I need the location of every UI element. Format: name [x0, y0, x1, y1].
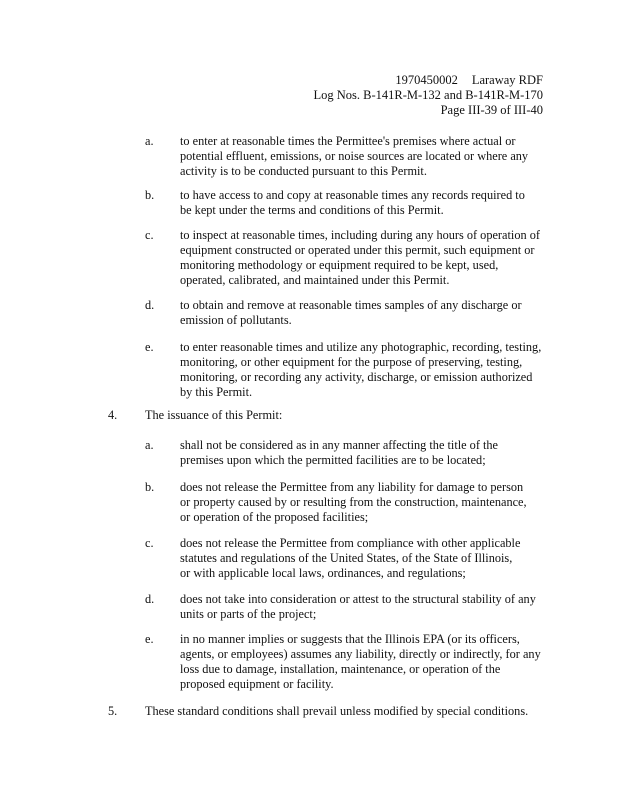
section-text: These standard conditions shall prevail unless modified by special conditions.: [145, 704, 529, 718]
item-text: to obtain and remove at reasonable times samples of any discharge or emission of pollutants.: [180, 298, 522, 327]
item-label: e.: [145, 340, 154, 354]
item-text: to enter at reasonable times the Permittee's premises where actual or potential effluent, emissions, or noise sources are located or where any activity is to be conducted pursuant to this Permit.: [180, 134, 529, 178]
item-label: a.: [145, 438, 154, 452]
item-label: b.: [145, 480, 155, 494]
item-label: c.: [145, 228, 154, 242]
section-number: 5.: [108, 704, 118, 718]
log-numbers: Log Nos. B-141R-M-132 and B-141R-M-170: [313, 88, 543, 102]
section-number: 4.: [108, 408, 118, 422]
item-text: shall not be considered as in any manner affecting the title of the premises upon which the permitted facilities are to be located;: [180, 438, 499, 467]
facility-name: Laraway RDF: [471, 73, 543, 87]
item-label: b.: [145, 188, 155, 202]
item-text: does not release the Permittee from any liability for damage to person or property caused by or resulting from the construction, maintenance, or operation of the proposed facilities;: [180, 480, 527, 524]
item-text: in no manner implies or suggests that the Illinois EPA (or its officers, agents, or employees) assumes any liability, directly or indirectly, for any loss due to damage, installation, maintenance, or operation of the proposed equipment or facility.: [180, 632, 541, 691]
item-label: a.: [145, 134, 154, 148]
item-label: c.: [145, 536, 154, 550]
section-heading: The issuance of this Permit:: [145, 408, 283, 422]
item-label: e.: [145, 632, 154, 646]
header-line-1: [313, 73, 543, 88]
page-header: [313, 73, 543, 118]
item-text: does not take into consideration or attest to the structural stability of any units or parts of the project;: [180, 592, 536, 621]
item-text: does not release the Permittee from compliance with other applicable statutes and regulations of the United States, of the State of Illinois, or with applicable local laws, ordinances, and regulations;: [180, 536, 521, 580]
item-text: to enter reasonable times and utilize any photographic, recording, testing, monitoring, or other equipment for the purpose of preserving, testing, monitoring, or recording any activity, discharge, or emission authorized by this Permit.: [180, 340, 542, 399]
permit-number: 1970450002: [395, 73, 458, 87]
page-number: Page III-39 of III-40: [440, 103, 543, 117]
item-label: d.: [145, 592, 155, 606]
item-text: to inspect at reasonable times, including during any hours of operation of equipment constructed or operated under this permit, such equipment or monitoring methodology or equipment required to be kept, used, operated, calibrated, and maintained under this Permit.: [180, 228, 540, 287]
item-text: to have access to and copy at reasonable times any records required to be kept under the terms and conditions of this Permit.: [180, 188, 525, 217]
item-label: d.: [145, 298, 155, 312]
